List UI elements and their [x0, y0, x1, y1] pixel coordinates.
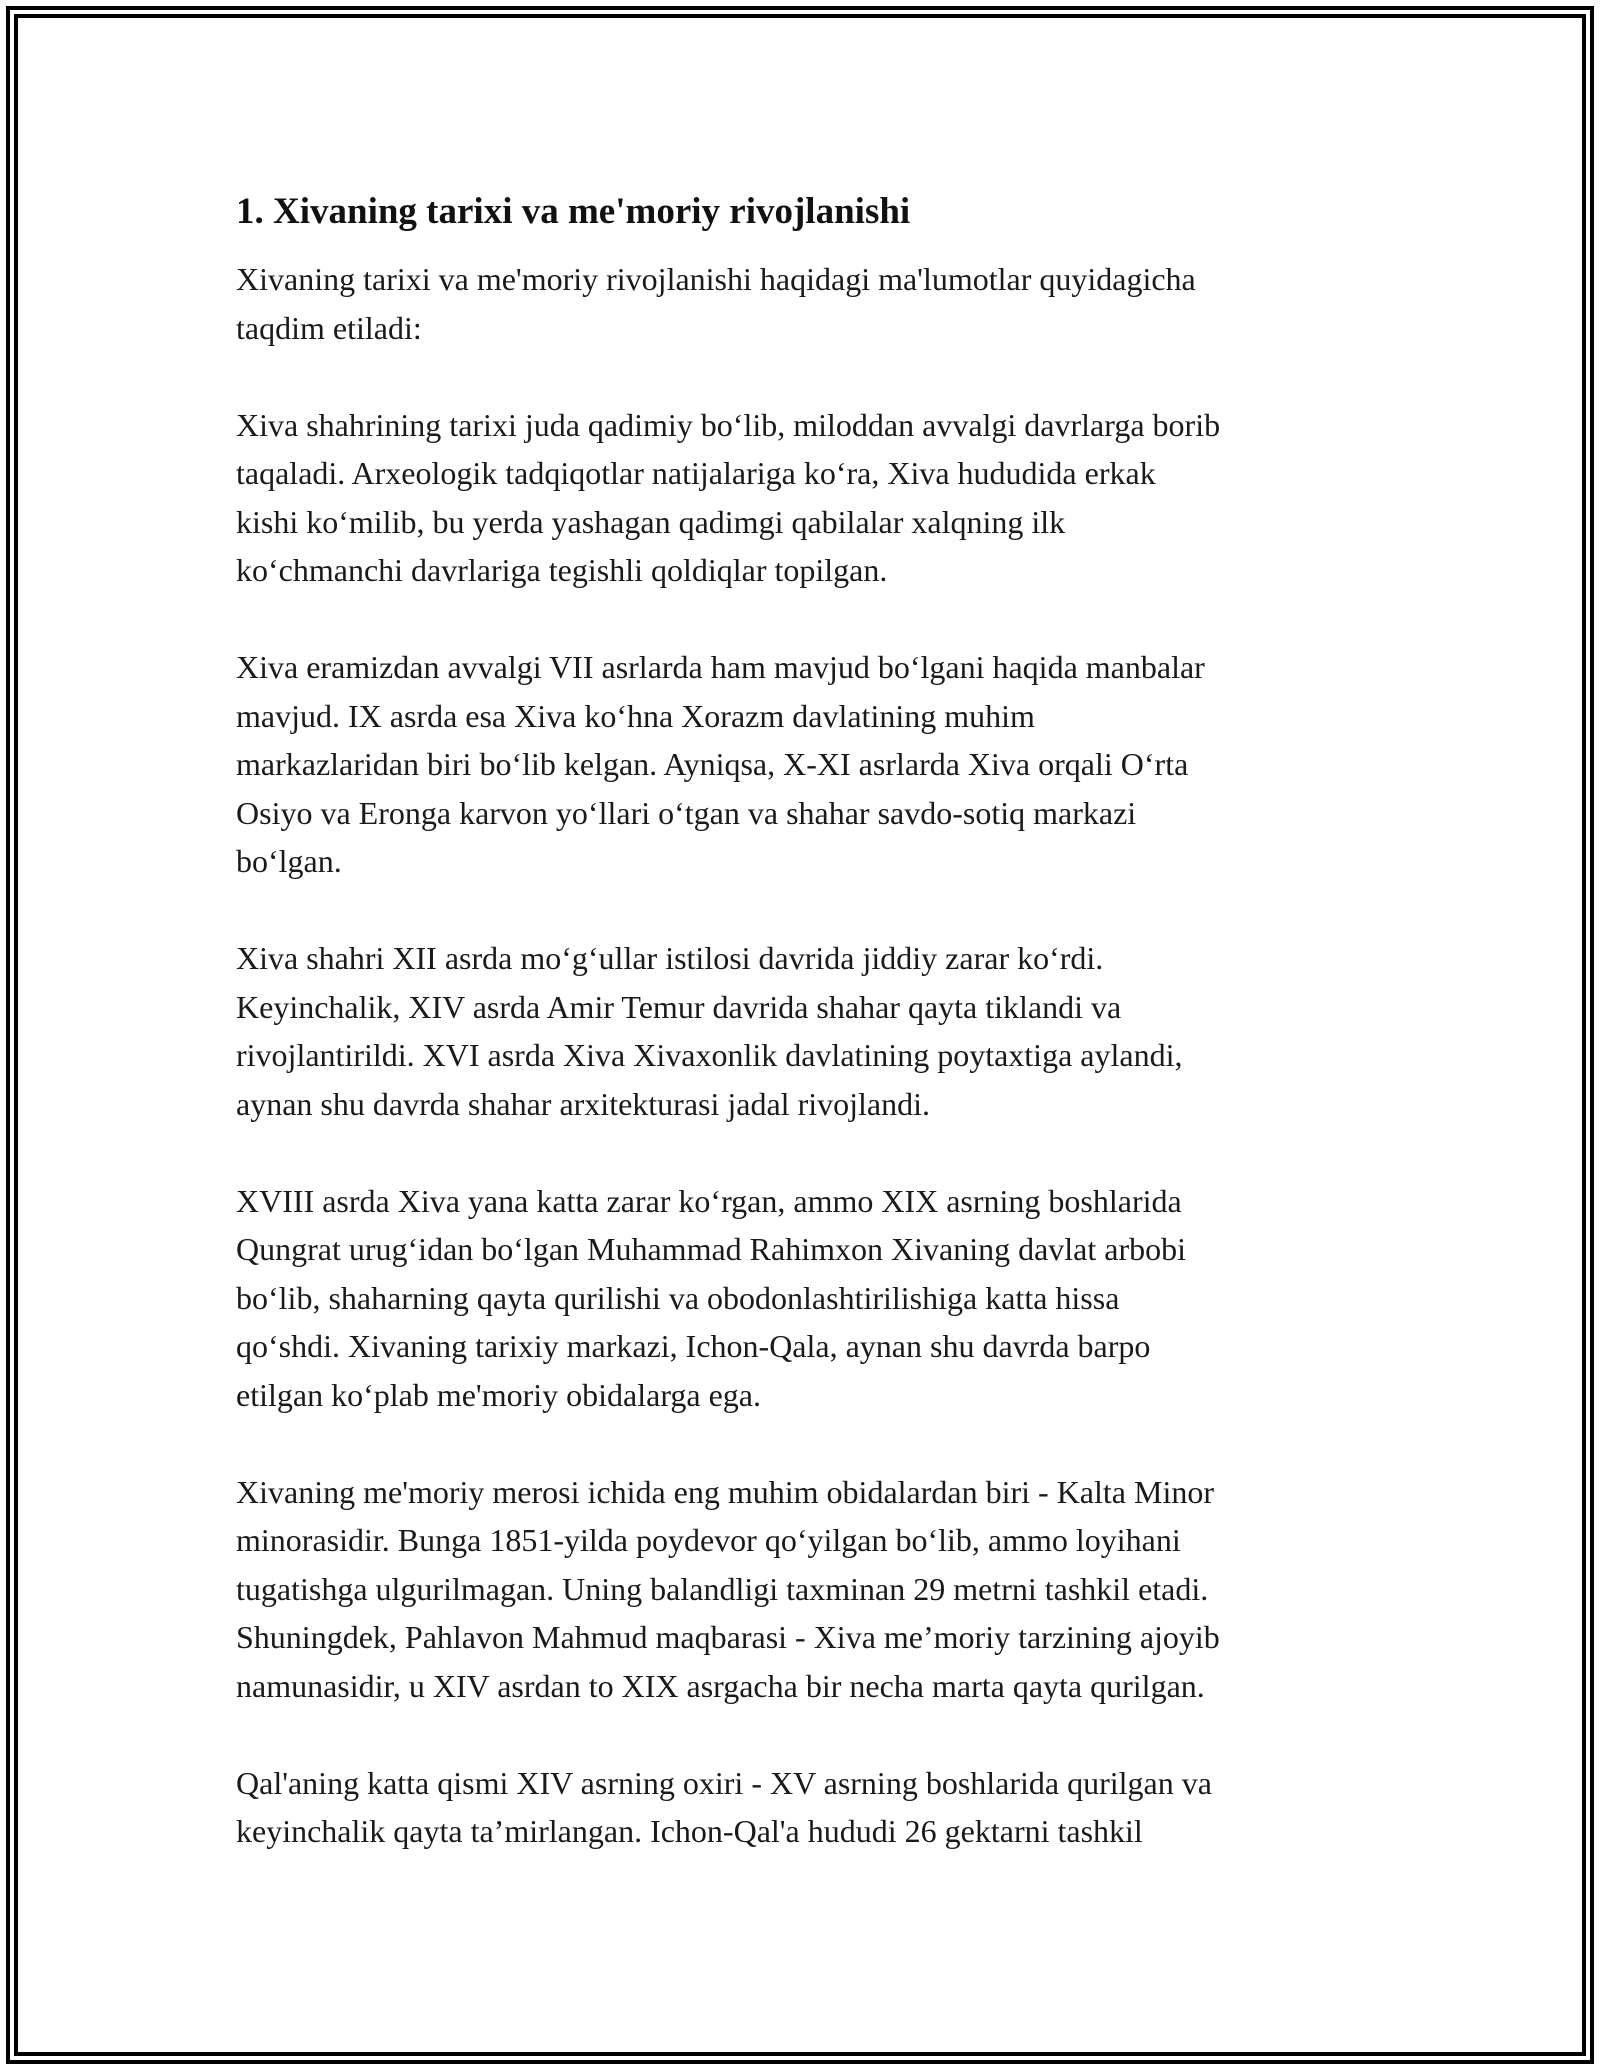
- paragraph-kalta-minor: Xivaning me'moriy merosi ichida eng muhim obidalardan biri - Kalta Minor minorasidir. Bunga 1851-yilda poydevor qo‘yilgan bo‘lib, ammo loyihani tugatishga ulgurilmagan. Uning balandligi taxminan 29 metrni tashkil etadi. Shuningdek, Pahlavon Mahmud maqbarasi - Xiva me’moriy tarzining ajoyib namunasidir, u XIV asrdan to XIX asrgacha bir necha marta qayta qurilgan.: [236, 1473, 1220, 1704]
- paragraph-ichon-qala: Qal'aning katta qismi XIV asrning oxiri - XV asrning boshlarida qurilgan va keyinchalik qayta ta’mirlangan. Ichon-Qal'a hududi 26 gektarni tashkil: [236, 1764, 1212, 1849]
- paragraph-early-centuries: Xiva eramizdan avvalgi VII asrlarda ham mavjud bo‘lgani haqida manbalar mavjud. IX asrda esa Xiva ko‘hna Xorazm davlatining muhim markazlaridan biri bo‘lib kelgan. Ayniqsa, X-XI asrlarda Xiva orqali O‘rta Osiyo va Eronga karvon yo‘llari o‘tgan va shahar savdo-sotiq markazi bo‘lgan.: [236, 649, 1205, 879]
- paragraph-ancient-history: Xiva shahrining tarixi juda qadimiy bo‘lib, miloddan avvalgi davrlarga borib taqaladi. Arxeologik tadqiqotlar natijalariga ko‘ra, Xiva hududida erkak kishi ko‘milib, bu yerda yashagan qadimgi qabilalar xalqning ilk ko‘chmanchi davrlariga tegishli qoldiqlar topilgan.: [236, 406, 1221, 588]
- document-body: [236, 186, 1386, 1856]
- paragraph-intro: Xivaning tarixi va me'moriy rivojlanishi haqidagi ma'lumotlar quyidagicha taqdim etiladi:: [236, 261, 1196, 346]
- paragraph-rahimxon: XVIII asrda Xiva yana katta zarar ko‘rgan, ammo XIX asrning boshlarida Qungrat urug‘idan bo‘lgan Muhammad Rahimxon Xivaning davlat arbobi bo‘lib, shaharning qayta qurilishi va obodonlashtirilishiga katta hissa qo‘shdi. Xivaning tarixiy markazi, Ichon-Qala, aynan shu davrda barpo etilgan ko‘plab me'moriy obidalarga ega.: [236, 1182, 1187, 1413]
- paragraph-mongol-timur: Xiva shahri XII asrda mo‘g‘ullar istilosi davrida jiddiy zarar ko‘rdi. Keyinchalik, XIV asrda Amir Temur davrida shahar qayta tiklandi va rivojlantirildi. XVI asrda Xiva Xivaxonlik davlatining poytaxtiga aylandi, aynan shu davrda shahar arxitekturasi jadal rivojlandi.: [236, 940, 1183, 1122]
- section-heading: 1. Xivaning tarixi va me'moriy rivojlanishi: [236, 191, 911, 232]
